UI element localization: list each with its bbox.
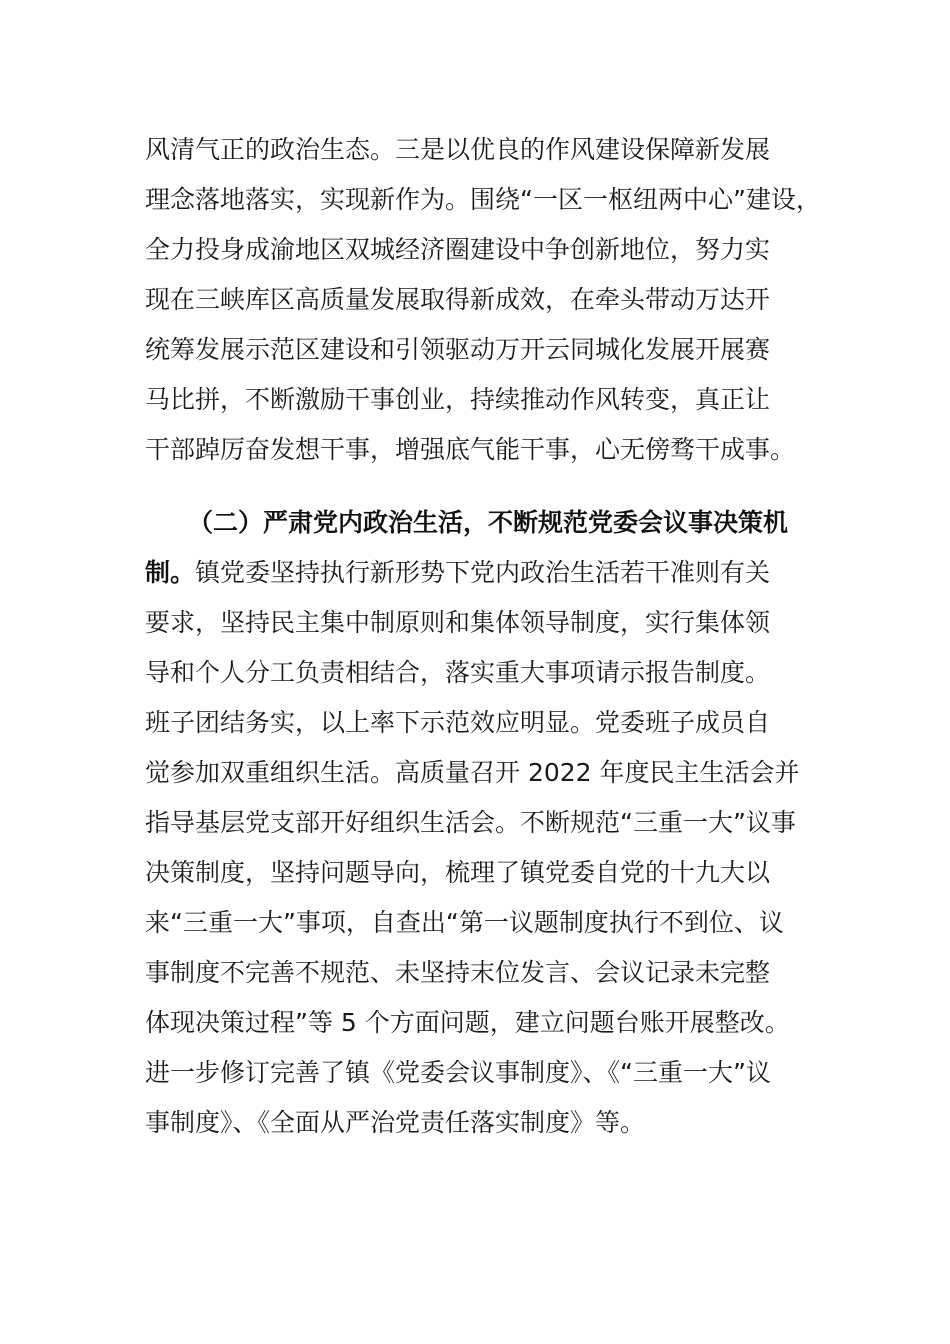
paragraph2-line-7: 决策制度，坚持问题导向，梳理了镇党委自党的十九大以	[145, 858, 771, 887]
paragraph2-line-6: 指导基层党支部开好组织生活会。不断规范“三重一大”议事	[145, 808, 796, 837]
paragraph2-line-10: 体现决策过程”等 5 个方面问题，建立问题台账开展整改。	[145, 1008, 790, 1037]
paragraph2-line-1-text: 镇党委坚持执行新形势下党内政治生活若干准则有关	[195, 558, 771, 587]
paragraph2-line-12: 事制度》、《全面从严治党责任落实制度》等。	[145, 1108, 646, 1137]
paragraph2-line-1	[145, 556, 770, 590]
paragraph1-line-1: 风清气正的政治生态。三是以优良的作风建设保障新发展	[145, 135, 771, 164]
paragraph2-heading-end: 制。	[145, 558, 196, 587]
paragraph2-line-3: 导和个人分工负责相结合，落实重大事项请示报告制度。	[145, 658, 771, 687]
paragraph1-line-3: 全力投身成渝地区双城经济圈建设中争创新地位，努力实	[145, 235, 771, 264]
paragraph1-line-5: 统筹发展示范区建设和引领驱动万开云同城化发展开展赛	[145, 335, 771, 364]
paragraph2-line-2: 要求，坚持民主集中制原则和集体领导制度，实行集体领	[145, 608, 771, 637]
paragraph2-line-4: 班子团结务实，以上率下示范效应明显。党委班子成员自	[145, 708, 771, 737]
paragraph2-heading: （二）严肃党内政治生活，不断规范党委会议事决策机	[188, 508, 789, 537]
paragraph2-line-9: 事制度不完善不规范、未坚持末位发言、会议记录未完整	[145, 958, 771, 987]
paragraph1-line-6: 马比拼，不断激励干事创业，持续推动作风转变，真正让	[145, 385, 771, 414]
paragraph2-line-5: 觉参加双重组织生活。高质量召开 2022 年度民主生活会并	[145, 758, 800, 787]
paragraph2-line-11: 进一步修订完善了镇《党委会议事制度》、《“三重一大”议	[145, 1058, 771, 1087]
paragraph2-line-8: 来“三重一大”事项，自查出“第一议题制度执行不到位、议	[145, 908, 784, 937]
paragraph1-line-7: 干部踔厉奋发想干事，增强底气能干事，心无傍骛干成事。	[145, 435, 796, 464]
paragraph1-line-2: 理念落地落实，实现新作为。围绕“一区一枢纽两中心”建设，	[145, 185, 821, 214]
paragraph1-line-4: 现在三峡库区高质量发展取得新成效，在牵头带动万达开	[145, 285, 771, 314]
